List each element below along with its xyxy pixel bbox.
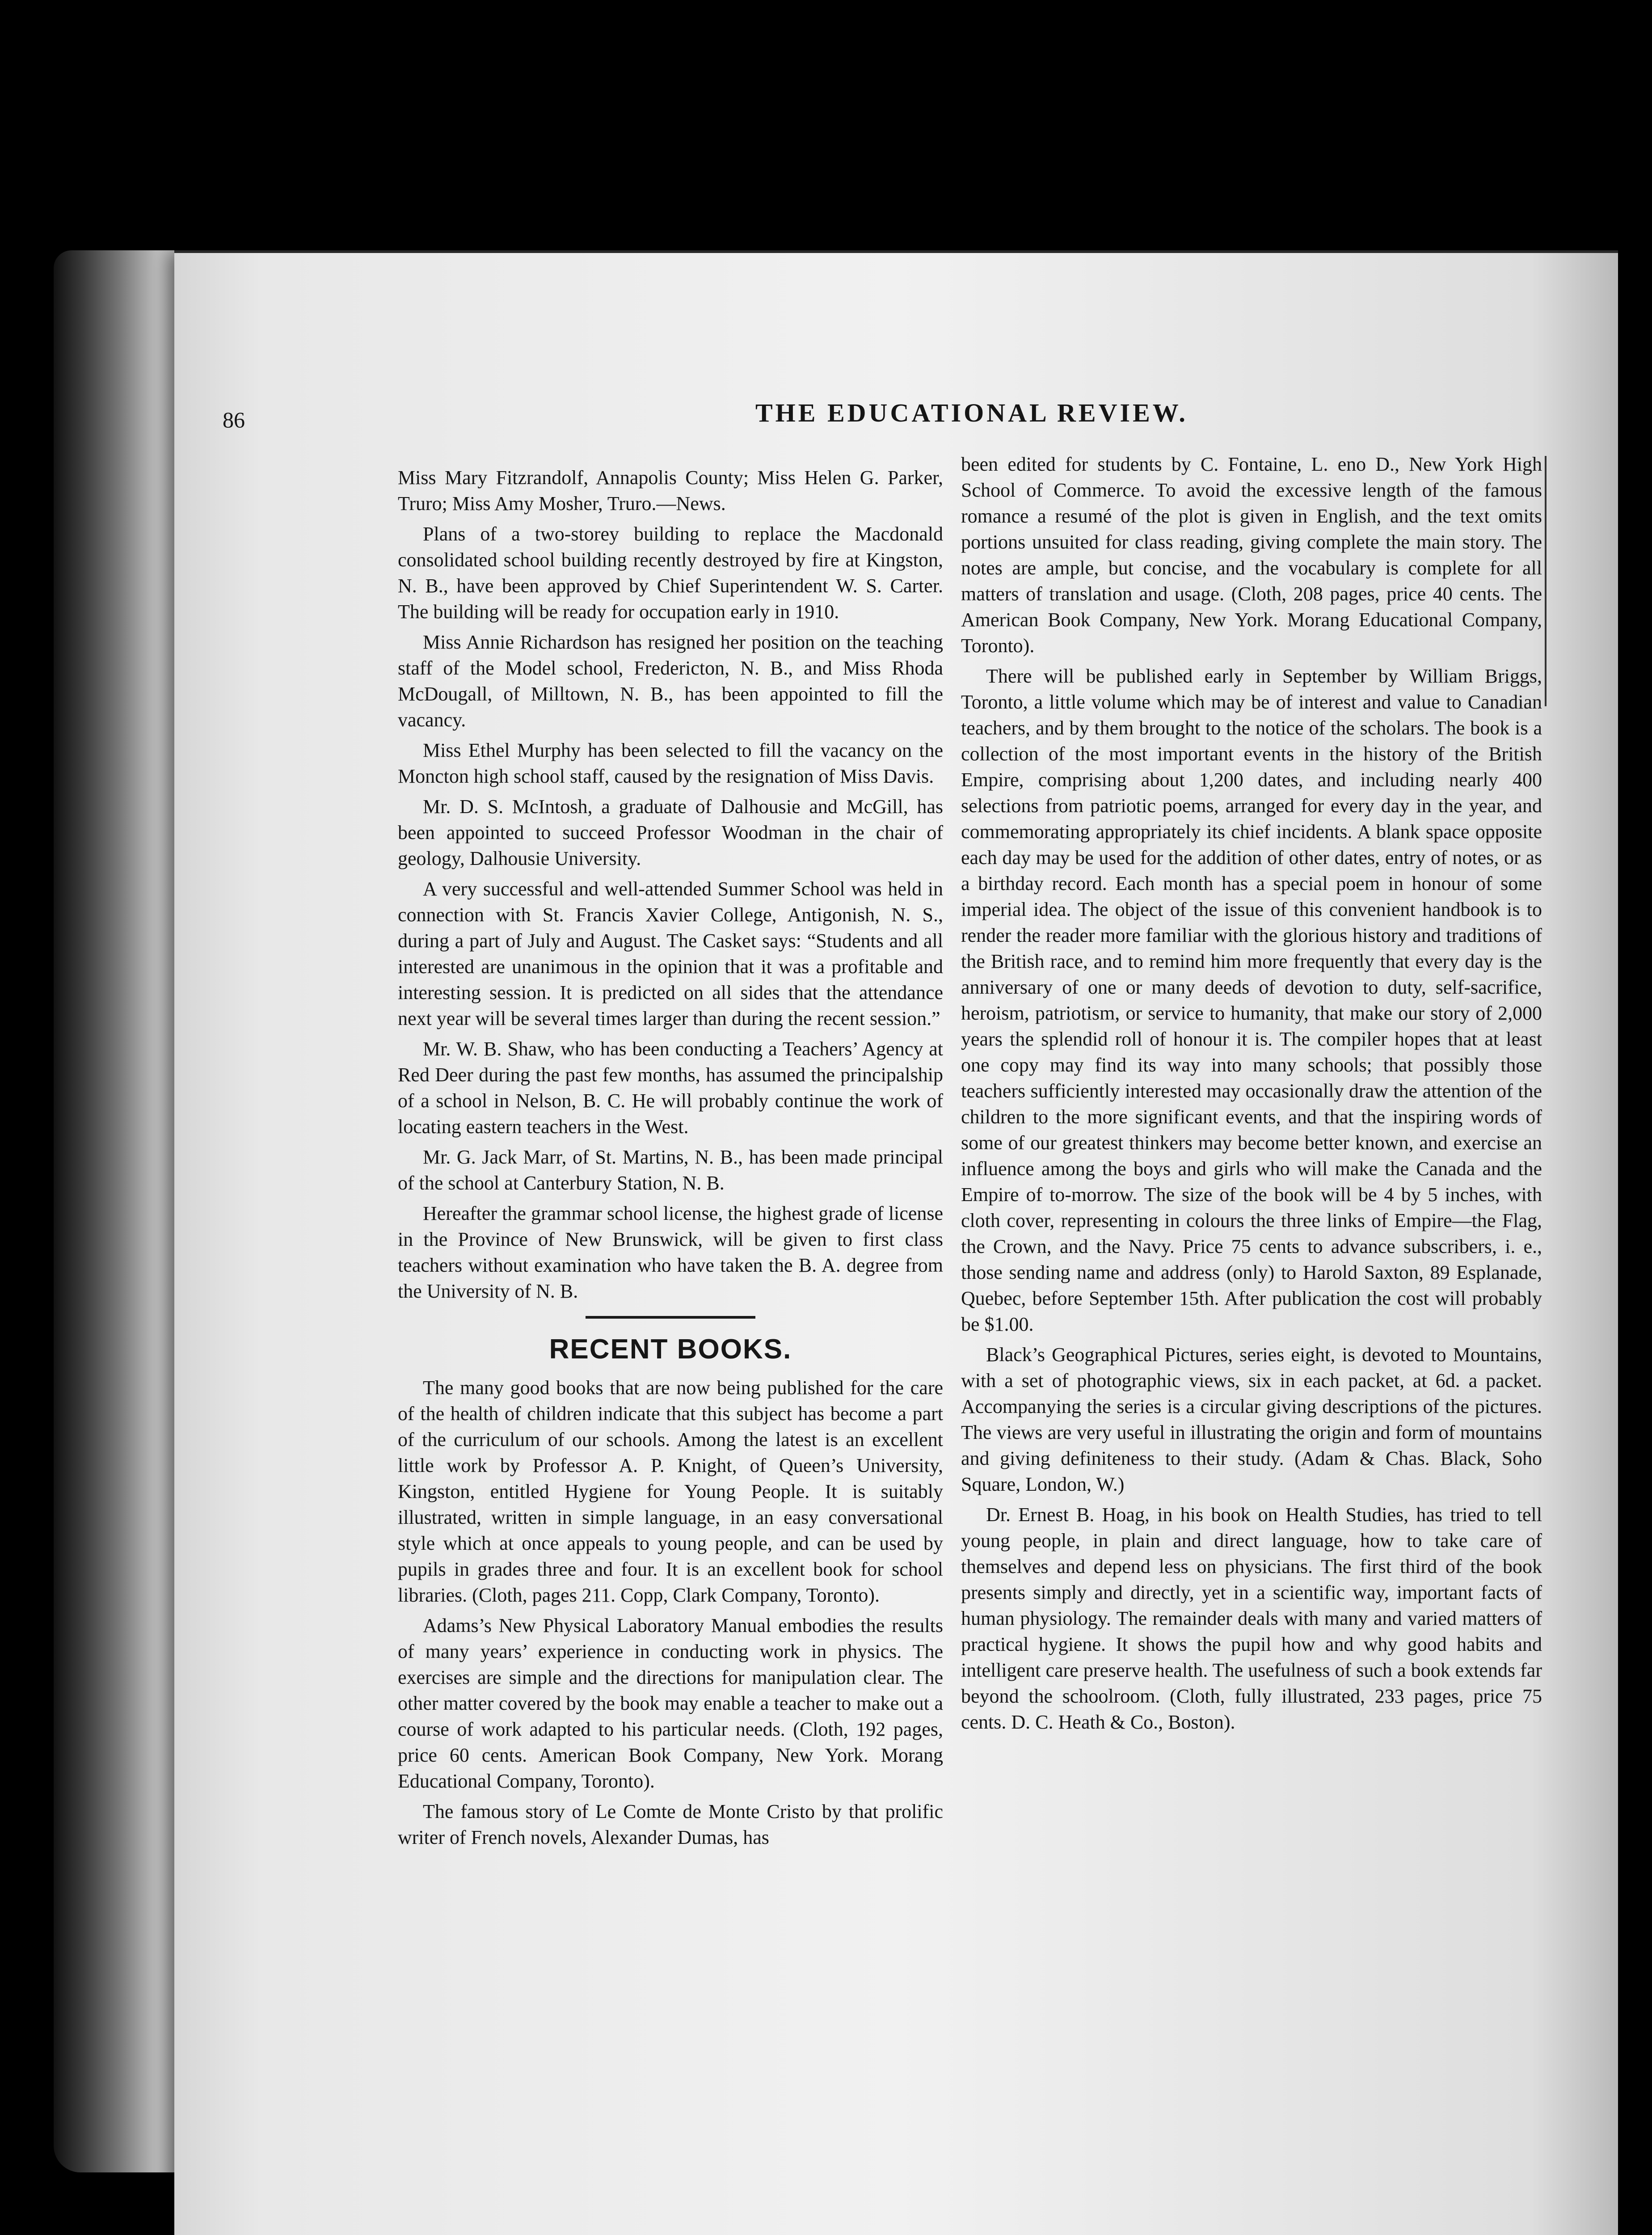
news-paragraph: Miss Mary Fitzrandolf, Annapolis County; Miss Helen G. Parker, Truro; Miss Amy Mosher, Truro.—News. (398, 467, 943, 514)
book-review-paragraph: Black’s Geographical Pictures, series eight, is devoted to Mountains, with a set of photographic views, six in each packet, at 6d. a packet. Accompanying the series is a circular giving descriptions of the pictures. The views are very useful in illustrating the origin and form of mountains and giving definiteness to their study. (Adam & Chas. Black, Soho Square, London, W.) (961, 1344, 1542, 1495)
news-paragraph: Miss Ethel Murphy has been selected to fill the vacancy on the Moncton high school staff, caused by the resignation of Miss Davis. (398, 739, 943, 787)
section-title: RECENT BOOKS. (549, 1334, 792, 1365)
news-paragraph: Mr. G. Jack Marr, of St. Martins, N. B., has been made principal of the school at Canterbury Station, N. B. (398, 1146, 943, 1194)
news-paragraph: A very successful and well-attended Summer School was held in connection with St. Francis Xavier College, Antigonish, N. S., during a part of July and August. The Casket says: “Students and all interested are unanimous in the opinion that it was a profitable and interesting session. It is predicted on all sides that the attendance next year will be several times larger than during the recent session.” (398, 878, 943, 1029)
book-review-paragraph: Dr. Ernest B. Hoag, in his book on Health Studies, has tried to tell young people, in plain and direct language, how to take care of themselves and depend less on physicians. The first third of the book presents simply and directly, yet in a scientific way, important facts of human physiology. The remainder deals with many and varied matters of practical hygiene. It shows the pupil how and why good habits and intelligent care preserve health. The usefulness of such a book extends far beyond the schoolroom. (Cloth, fully illustrated, 233 pages, price 75 cents. D. C. Heath & Co., Boston). (961, 1504, 1542, 1733)
section-divider (586, 1316, 755, 1319)
book-review-paragraph: The many good books that are now being published for the care of the health of children indicate that this subject has become a part of the curriculum of our schools. Among the latest is an excellent little work by Professor A. P. Knight, of Queen’s University, Kingston, entitled Hygiene for Young People. It is suitably illustrated, written in simple language, in an easy conversational style which at once appeals to young people, and can be used by pupils in grades three and four. It is an excellent book for school libraries. (Cloth, pages 211. Copp, Clark Company, Toronto). (398, 1377, 943, 1606)
book-review-paragraph: been edited for students by C. Fontaine, L. eno D., New York High School of Commerce. To avoid the excessive length of the famous romance a resumé of the plot is given in English, and the text omits portions unsuited for class reading, giving complete the main story. The notes are ample, but concise, and the vocabulary is complete for all matters of translation and usage. (Cloth, 208 pages, price 40 cents. The American Book Company, New York. Morang Educational Company, Toronto). (961, 453, 1542, 657)
news-paragraph: Plans of a two-storey building to replace the Macdonald consolidated school building recently destroyed by fire at Kingston, N. B., have been approved by Chief Superintendent W. S. Carter. The building will be ready for occupation early in 1910. (398, 523, 943, 623)
running-head: THE EDUCATIONAL REVIEW. (755, 398, 1188, 427)
book-review-paragraph: The famous story of Le Comte de Monte Cristo by that prolific writer of French novels, Alexander Dumas, has (398, 1801, 943, 1848)
news-paragraph: Mr. D. S. McIntosh, a graduate of Dalhousie and McGill, has been appointed to succeed Professor Woodman in the chair of geology, Dalhousie University. (398, 796, 943, 869)
news-paragraph: Mr. W. B. Shaw, who has been conducting a Teachers’ Agency at Red Deer during the past few months, has assumed the principalship of a school in Nelson, B. C. He will probably continue the work of locating eastern teachers in the West. (398, 1038, 943, 1138)
margin-rule (1545, 456, 1547, 706)
book-review-paragraph: There will be published early in September by William Briggs, Toronto, a little volume which may be of interest and value to Canadian teachers, and by them brought to the notice of the scholars. The book is a collection of the most important events in the history of the British Empire, comprising about 1,200 dates, and including nearly 400 selections from patriotic poems, arranged for every day in the year, and commemorating appropriately its chief incidents. A blank space opposite each day may be used for the addition of other dates, entry of notes, or as a birthday record. Each month has a special poem in honour of some imperial idea. The object of the issue of this convenient handbook is to render the reader more familiar with the glorious history and traditions of the British race, and to remind him more frequently that every day is the anniversary of one or many deeds of devotion to duty, self-sacrifice, heroism, patriotism, or service to humanity, that make our story of 2,000 years the splendid roll of honour it is. The compiler hopes that at least one copy may find its way into many schools; that possibly those teachers sufficiently interested may occasionally draw the attention of the children to the more significant events, and that the inspiring words of some of our greatest thinkers may become better known, and exercise an influence among the boys and girls who will make the Canada and the Empire of to-morrow. The size of the book will be 4 by 5 inches, with cloth cover, representing in colours the three links of Empire—the Flag, the Crown, and the Navy. Price 75 cents to advance subscribers, i. e., those sending name and address (only) to Harold Saxton, 89 Esplanade, Quebec, before September 15th. After publication the cost will probably be $1.00. (961, 665, 1542, 1335)
book-review-paragraph: Adams’s New Physical Laboratory Manual embodies the results of many years’ experience in conducting work in physics. The exercises are simple and the directions for manipulation clear. The other matter covered by the book may enable a teacher to make out a course of work adapted to his particular needs. (Cloth, 192 pages, price 60 cents. American Book Company, New York. Morang Educational Company, Toronto). (398, 1615, 943, 1792)
news-paragraph: Hereafter the grammar school license, the highest grade of license in the Province of New Brunswick, will be given to first class teachers without examination who have taken the B. A. degree from the University of N. B. (398, 1202, 943, 1302)
right-column (961, 451, 1542, 1740)
news-paragraph: Miss Annie Richardson has resigned her position on the teaching staff of the Model school, Fredericton, N. B., and Miss Rhoda McDougall, of Milltown, N. B., has been appointed to fill the vacancy. (398, 631, 943, 731)
page-number: 86 (223, 407, 245, 432)
left-column (398, 465, 943, 1855)
